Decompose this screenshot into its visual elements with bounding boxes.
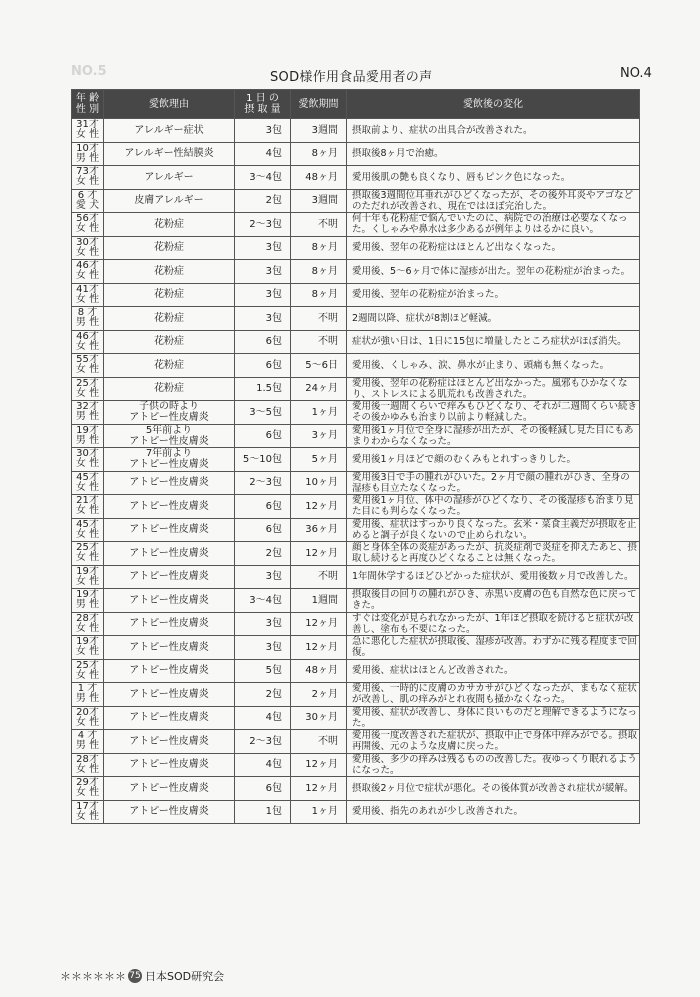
period-cell: 12ヶ月: [291, 612, 347, 636]
age-sex-cell: [72, 401, 104, 425]
age-value: 30才: [76, 448, 99, 460]
change-cell: 愛用後、翌年の花粉症が治まった。: [347, 283, 640, 307]
footer-page-number: 75: [129, 971, 141, 981]
qty-cell: 6包: [235, 424, 291, 448]
age-value: 46才: [76, 260, 99, 272]
qty-cell: 3包: [235, 636, 291, 660]
period-cell: 不明: [291, 213, 347, 237]
sex-value: 男 性: [75, 152, 100, 164]
reason-cell: アトピー性皮膚炎: [104, 777, 235, 801]
qty-cell: 6包: [235, 330, 291, 354]
period-cell: 3週間: [291, 189, 347, 213]
footer-org: 日本SOD研究会: [145, 970, 225, 983]
period-cell: 8ヶ月: [291, 142, 347, 166]
change-cell: 愛用後、症状が改善し、身体に良いものだと理解できるようになった。: [347, 706, 640, 730]
age-value: 1 才: [77, 683, 98, 695]
table-row: [72, 636, 640, 660]
qty-cell: 3包: [235, 236, 291, 260]
qty-cell: 2包: [235, 683, 291, 707]
period-cell: 12ヶ月: [291, 753, 347, 777]
age-sex-cell: [72, 683, 104, 707]
age-value: 30才: [76, 236, 99, 248]
change-cell: 愛用後、くしゃみ、涙、鼻水が止まり、頭痛も無くなった。: [347, 354, 640, 378]
sex-value: 女 性: [75, 505, 100, 517]
qty-cell: 6包: [235, 495, 291, 519]
period-cell: 不明: [291, 565, 347, 589]
page-number: NO.4: [620, 66, 652, 81]
qty-cell: 3包: [235, 565, 291, 589]
sex-value: 女 性: [75, 176, 100, 188]
qty-cell: 6包: [235, 518, 291, 542]
qty-cell: 2〜3包: [235, 471, 291, 495]
table-row: [72, 213, 640, 237]
period-cell: 12ヶ月: [291, 542, 347, 566]
age-value: 10才: [76, 142, 99, 154]
age-value: 45才: [76, 518, 99, 530]
period-cell: 12ヶ月: [291, 777, 347, 801]
reason-cell: アトピー性皮膚炎: [104, 471, 235, 495]
sex-value: 女 性: [75, 552, 100, 564]
qty-cell: 1包: [235, 800, 291, 824]
change-cell: 愛用後、症状はほとんど改善された。: [347, 659, 640, 683]
age-sex-cell: [72, 330, 104, 354]
age-value: 41才: [76, 283, 99, 295]
period-cell: 1ヶ月: [291, 401, 347, 425]
footer: [60, 968, 224, 984]
reason-cell: アレルギー: [104, 166, 235, 190]
age-sex-cell: [72, 542, 104, 566]
qty-cell: 3包: [235, 283, 291, 307]
reason-cell: 花粉症: [104, 236, 235, 260]
table-row: [72, 589, 640, 613]
sex-value: 男 性: [75, 317, 100, 329]
change-cell: 摂取後8ヶ月で治癒。: [347, 142, 640, 166]
reason-cell: 花粉症: [104, 260, 235, 284]
qty-cell: 2包: [235, 189, 291, 213]
qty-cell: 3包: [235, 307, 291, 331]
age-sex-cell: [72, 659, 104, 683]
table-row: [72, 307, 640, 331]
reason-cell: 花粉症: [104, 377, 235, 401]
table-body: [72, 119, 640, 824]
age-value: 28才: [76, 612, 99, 624]
change-cell: 1年間休学するほどひどかった症状が、愛用後数ヶ月で改善した。: [347, 565, 640, 589]
reason-cell: アトピー性皮膚炎: [104, 800, 235, 824]
sex-value: 女 性: [75, 340, 100, 352]
sex-value: 女 性: [75, 129, 100, 141]
age-sex-cell: [72, 119, 104, 143]
table-row: [72, 495, 640, 519]
table-row: [72, 401, 640, 425]
sex-value: 女 性: [75, 458, 100, 470]
reason-cell: アトピー性皮膚炎: [104, 542, 235, 566]
age-value: 32才: [76, 401, 99, 413]
qty-cell: 1.5包: [235, 377, 291, 401]
header-qty: 1 日 の 摂 取 量: [235, 90, 291, 119]
age-sex-cell: [72, 518, 104, 542]
header-age-sex: 年 齢 性 別: [72, 90, 104, 119]
reason-cell: 5年前より アトピー性皮膚炎: [104, 424, 235, 448]
sex-value: 女 性: [75, 646, 100, 658]
table-row: [72, 283, 640, 307]
period-cell: 5〜6日: [291, 354, 347, 378]
change-cell: 2週間以降、症状が8割ほど軽減。: [347, 307, 640, 331]
qty-cell: 4包: [235, 142, 291, 166]
change-cell: 愛用後一度改善された症状が、摂取中止で身体中痒みがでる。摂取再開後、元のような皮膚に戻った。: [347, 730, 640, 754]
age-sex-cell: [72, 260, 104, 284]
qty-cell: 4包: [235, 753, 291, 777]
sex-value: 男 性: [75, 434, 100, 446]
table-row: [72, 189, 640, 213]
table-row: [72, 612, 640, 636]
age-value: 29才: [76, 777, 99, 789]
footer-stars: ＊＊＊＊＊＊: [60, 970, 126, 983]
reason-cell: 花粉症: [104, 354, 235, 378]
qty-cell: 2〜3包: [235, 730, 291, 754]
change-cell: 愛用後1ヶ月位、体中の湿疹がひどくなり、その後湿疹も治まり見た目にも判らなくなった。: [347, 495, 640, 519]
period-cell: 不明: [291, 730, 347, 754]
age-sex-cell: [72, 424, 104, 448]
sex-value: 女 性: [75, 246, 100, 258]
sex-value: 男 性: [75, 599, 100, 611]
age-sex-cell: [72, 142, 104, 166]
period-cell: 8ヶ月: [291, 260, 347, 284]
sex-value: 女 性: [75, 270, 100, 282]
reason-cell: アトピー性皮膚炎: [104, 753, 235, 777]
qty-cell: 5〜10包: [235, 448, 291, 472]
qty-cell: 3包: [235, 260, 291, 284]
change-cell: 愛用後1ヶ月ほどで顔のむくみもとれすっきりした。: [347, 448, 640, 472]
period-cell: 不明: [291, 307, 347, 331]
period-cell: 不明: [291, 330, 347, 354]
change-cell: 愛用後、翌年の花粉症はほとんど出なかった。風邪もひかなくなり、ストレスによる肌荒れも改善された。: [347, 377, 640, 401]
age-value: 25才: [76, 659, 99, 671]
header-period: 愛飲期間: [291, 90, 347, 119]
change-cell: 愛用後3日で手の腫れがひいた。2ヶ月で顔の腫れがひき、全身の湿疹も目立たなくなった。: [347, 471, 640, 495]
table-row: [72, 354, 640, 378]
sex-value: 女 性: [75, 763, 100, 775]
qty-cell: 2包: [235, 542, 291, 566]
sex-value: 女 性: [75, 716, 100, 728]
age-sex-cell: [72, 565, 104, 589]
qty-cell: 3〜4包: [235, 166, 291, 190]
reason-cell: アトピー性皮膚炎: [104, 565, 235, 589]
header-reason: 愛飲理由: [104, 90, 235, 119]
reason-cell: 花粉症: [104, 307, 235, 331]
age-value: 25才: [76, 377, 99, 389]
qty-cell: 3包: [235, 119, 291, 143]
sex-value: 女 性: [75, 622, 100, 634]
period-cell: 8ヶ月: [291, 236, 347, 260]
age-value: 19才: [76, 565, 99, 577]
change-cell: 摂取後2ヶ月位で症状が悪化。その後体質が改善され症状が緩解。: [347, 777, 640, 801]
sex-value: 女 性: [75, 223, 100, 235]
age-value: 19才: [76, 589, 99, 601]
reason-cell: 花粉症: [104, 283, 235, 307]
qty-cell: 6包: [235, 354, 291, 378]
header-change: 愛飲後の変化: [347, 90, 640, 119]
change-cell: 摂取後目の回りの腫れがひき、赤黒い皮膚の色も自然な色に戻ってきた。: [347, 589, 640, 613]
age-sex-cell: [72, 213, 104, 237]
reason-cell: 花粉症: [104, 213, 235, 237]
sex-value: 女 性: [75, 669, 100, 681]
change-cell: 何十年も花粉症で悩んでいたのに、病院での治療は必要なくなった。くしゃみや鼻水は多少あるが例年よりはるかに良い。: [347, 213, 640, 237]
sex-value: 女 性: [75, 575, 100, 587]
change-cell: 急に悪化した症状が摂取後、湿疹が改善。わずかに残る程度まで回復。: [347, 636, 640, 660]
sex-value: 女 性: [75, 528, 100, 540]
table-header-row: [72, 90, 640, 119]
reason-cell: アトピー性皮膚炎: [104, 659, 235, 683]
qty-cell: 4包: [235, 706, 291, 730]
age-sex-cell: [72, 448, 104, 472]
reason-cell: 子供の時より アトピー性皮膚炎: [104, 401, 235, 425]
reason-cell: アトピー性皮膚炎: [104, 518, 235, 542]
age-value: 6 才: [77, 189, 98, 201]
period-cell: 12ヶ月: [291, 636, 347, 660]
age-sex-cell: [72, 495, 104, 519]
period-cell: 36ヶ月: [291, 518, 347, 542]
testimonial-table: [71, 89, 640, 824]
table-row: [72, 777, 640, 801]
age-sex-cell: [72, 283, 104, 307]
age-sex-cell: [72, 377, 104, 401]
table-row: [72, 424, 640, 448]
age-sex-cell: [72, 354, 104, 378]
age-sex-cell: [72, 236, 104, 260]
age-value: 19才: [76, 636, 99, 648]
qty-cell: 2〜3包: [235, 213, 291, 237]
change-cell: 愛用後、多少の痒みは残るものの改善した。夜ゆっくり眠れるようになった。: [347, 753, 640, 777]
table-row: [72, 706, 640, 730]
age-sex-cell: [72, 471, 104, 495]
period-cell: 10ヶ月: [291, 471, 347, 495]
change-cell: 顔と身体全体の炎症があったが、抗炎症剤で炎症を抑えたあと、摂取し続けると再度ひどくなることは無くなった。: [347, 542, 640, 566]
table-row: [72, 730, 640, 754]
age-value: 21才: [76, 495, 99, 507]
age-sex-cell: [72, 706, 104, 730]
table-row: [72, 565, 640, 589]
age-value: 45才: [76, 471, 99, 483]
reason-cell: アトピー性皮膚炎: [104, 730, 235, 754]
table-row: [72, 166, 640, 190]
period-cell: 3ヶ月: [291, 424, 347, 448]
change-cell: 愛用後、一時的に皮膚のカサカサがひどくなったが、まもなく症状が改善し、肌の痒みがとれ夜間も掻かなくなった。: [347, 683, 640, 707]
age-sex-cell: [72, 777, 104, 801]
sex-value: 女 性: [75, 787, 100, 799]
age-value: 17才: [76, 800, 99, 812]
sex-value: 愛 犬: [75, 199, 100, 211]
change-cell: 愛用後、翌年の花粉症はほとんど出なくなった。: [347, 236, 640, 260]
sex-value: 女 性: [75, 810, 100, 822]
change-cell: 摂取前より、症状の出具合が改善された。: [347, 119, 640, 143]
reason-cell: アトピー性皮膚炎: [104, 683, 235, 707]
qty-cell: 3〜5包: [235, 401, 291, 425]
age-sex-cell: [72, 753, 104, 777]
period-cell: 48ヶ月: [291, 659, 347, 683]
table-row: [72, 683, 640, 707]
period-cell: 1ヶ月: [291, 800, 347, 824]
age-sex-cell: [72, 636, 104, 660]
change-cell: 愛用後肌の艶も良くなり、唇もピンク色になった。: [347, 166, 640, 190]
table-row: [72, 518, 640, 542]
table-row: [72, 448, 640, 472]
period-cell: 3週間: [291, 119, 347, 143]
age-sex-cell: [72, 166, 104, 190]
period-cell: 1週間: [291, 589, 347, 613]
change-cell: 愛用後、症状はすっかり良くなった。玄米・菜食主義だが摂取を止めると調子が良くないので止められない。: [347, 518, 640, 542]
table-row: [72, 471, 640, 495]
ghost-page-number: NO.5: [71, 64, 107, 79]
reason-cell: 皮膚アレルギー: [104, 189, 235, 213]
change-cell: すぐは変化が見られなかったが、1年ほど摂取を続けると症状が改善し、塗布も不要になった。: [347, 612, 640, 636]
change-cell: 愛用後、指先のあれが少し改善された。: [347, 800, 640, 824]
change-cell: 摂取後3週間位耳垂れがひどくなったが、その後外耳炎やアゴなどのただれが改善され、現在ではほぼ完治した。: [347, 189, 640, 213]
age-sex-cell: [72, 800, 104, 824]
period-cell: 12ヶ月: [291, 495, 347, 519]
age-value: 55才: [76, 354, 99, 366]
reason-cell: アトピー性皮膚炎: [104, 706, 235, 730]
age-value: 56才: [76, 213, 99, 225]
reason-cell: アトピー性皮膚炎: [104, 612, 235, 636]
sex-value: 女 性: [75, 481, 100, 493]
table-row: [72, 377, 640, 401]
table-row: [72, 753, 640, 777]
page-title: SOD様作用食品愛用者の声: [270, 70, 433, 85]
reason-cell: アトピー性皮膚炎: [104, 589, 235, 613]
age-value: 31才: [76, 119, 99, 131]
change-cell: 愛用後一週間くらいで痒みもひどくなり、それが二週間くらい続きその後かゆみも治まり以前より軽減した。: [347, 401, 640, 425]
table-row: [72, 236, 640, 260]
sex-value: 女 性: [75, 364, 100, 376]
period-cell: 2ヶ月: [291, 683, 347, 707]
qty-cell: 5包: [235, 659, 291, 683]
table-row: [72, 119, 640, 143]
period-cell: 48ヶ月: [291, 166, 347, 190]
age-sex-cell: [72, 189, 104, 213]
table-row: [72, 800, 640, 824]
age-sex-cell: [72, 730, 104, 754]
age-value: 20才: [76, 706, 99, 718]
sex-value: 男 性: [75, 740, 100, 752]
age-value: 28才: [76, 753, 99, 765]
age-value: 19才: [76, 424, 99, 436]
age-sex-cell: [72, 307, 104, 331]
qty-cell: 3包: [235, 612, 291, 636]
age-sex-cell: [72, 589, 104, 613]
age-sex-cell: [72, 612, 104, 636]
table-row: [72, 330, 640, 354]
period-cell: 5ヶ月: [291, 448, 347, 472]
age-value: 8 才: [77, 307, 98, 319]
change-cell: 症状が強い日は、1日に15包に増量したところ症状がほぼ消失。: [347, 330, 640, 354]
table-row: [72, 142, 640, 166]
table-row: [72, 260, 640, 284]
reason-cell: アレルギー性結膜炎: [104, 142, 235, 166]
age-value: 73才: [76, 166, 99, 178]
sex-value: 男 性: [75, 693, 100, 705]
sex-value: 男 性: [75, 411, 100, 423]
sex-value: 女 性: [75, 293, 100, 305]
qty-cell: 3〜4包: [235, 589, 291, 613]
reason-cell: 7年前より アトピー性皮膚炎: [104, 448, 235, 472]
change-cell: 愛用後、5〜6ヶ月で体に湿疹が出た。翌年の花粉症が治まった。: [347, 260, 640, 284]
qty-cell: 6包: [235, 777, 291, 801]
age-value: 25才: [76, 542, 99, 554]
table-row: [72, 659, 640, 683]
table-row: [72, 542, 640, 566]
change-cell: 愛用後1ヶ月位で全身に湿疹が出たが、その後軽減し見た目にもあまりわからなくなった。: [347, 424, 640, 448]
reason-cell: 花粉症: [104, 330, 235, 354]
age-value: 4 才: [77, 730, 98, 742]
period-cell: 8ヶ月: [291, 283, 347, 307]
reason-cell: アトピー性皮膚炎: [104, 495, 235, 519]
reason-cell: アトピー性皮膚炎: [104, 636, 235, 660]
age-value: 46才: [76, 330, 99, 342]
reason-cell: アレルギー症状: [104, 119, 235, 143]
sex-value: 女 性: [75, 387, 100, 399]
period-cell: 30ヶ月: [291, 706, 347, 730]
period-cell: 24ヶ月: [291, 377, 347, 401]
